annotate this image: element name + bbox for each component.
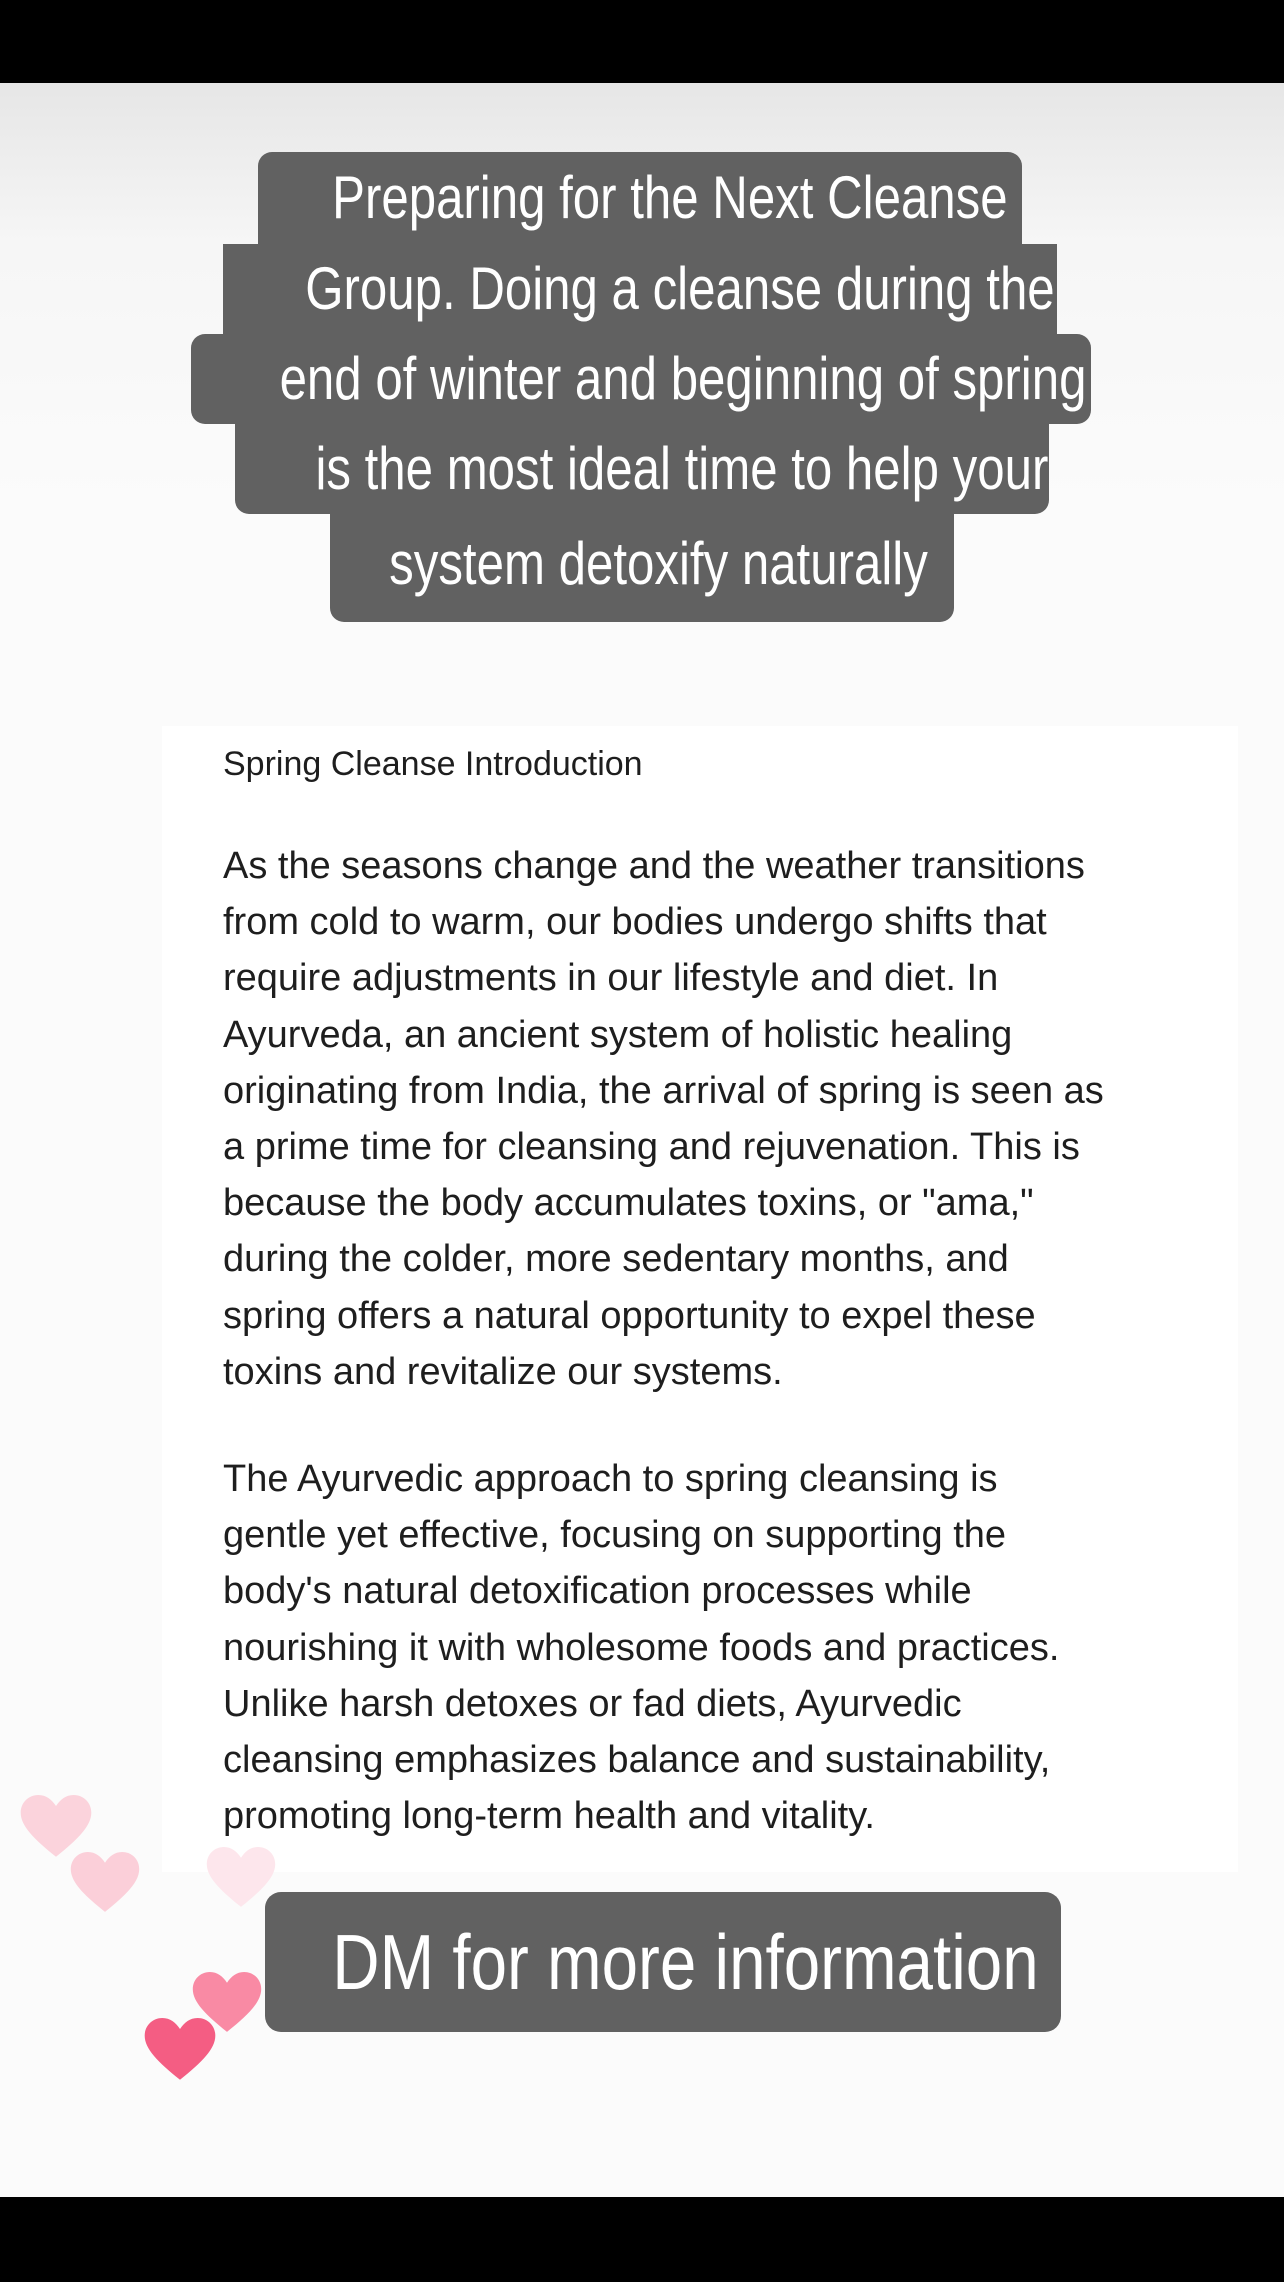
paragraph-line: The Ayurvedic approach to spring cleansing is [223, 1458, 998, 1500]
paragraph-line: a prime time for cleansing and rejuvenation. This is [223, 1125, 1080, 1168]
caption-line: Group. Doing a cleanse during the [223, 244, 1057, 334]
paragraph-line: cleansing emphasizes balance and sustainability, [223, 1738, 1051, 1781]
caption-line: system detoxify naturally [330, 514, 954, 622]
document-title: Spring Cleanse Introduction [223, 745, 643, 783]
document-paragraph-1 [223, 838, 1183, 1400]
paragraph-line: body's natural detoxification processes while [223, 1570, 972, 1613]
caption-line: Preparing for the Next Cleanse [258, 152, 1022, 244]
heart-icon [70, 1852, 140, 1914]
paragraph-line: require adjustments in our lifestyle and diet. In [223, 957, 999, 1000]
paragraph-line: spring offers a natural opportunity to expel these [223, 1294, 1036, 1337]
paragraph-line: because the body accumulates toxins, or "ama," [223, 1182, 1034, 1225]
paragraph-line: Ayurveda, an ancient system of holistic healing [223, 1013, 1013, 1056]
document-paragraph-2 [223, 1451, 1183, 1844]
paragraph-line: during the colder, more sedentary months, and [223, 1238, 1009, 1281]
caption-line: end of winter and beginning of spring [191, 334, 1091, 424]
heart-icon [20, 1795, 92, 1859]
paragraph-line: originating from India, the arrival of spring is seen as [223, 1069, 1104, 1112]
heart-icon [206, 1847, 276, 1909]
dm-info-sticker [265, 1892, 1061, 2032]
paragraph-line: from cold to warm, our bodies undergo shifts that [223, 901, 1047, 944]
paragraph-line: Unlike harsh detoxes or fad diets, Ayurvedic [223, 1682, 962, 1725]
heart-icon [144, 2018, 216, 2082]
paragraph-line: nourishing it with wholesome foods and practices. [223, 1626, 1060, 1669]
paragraph-line: toxins and revitalize our systems. [223, 1350, 783, 1393]
dm-info-label: DM for more information [332, 1918, 1039, 2006]
paragraph-line: As the seasons change and the weather transitions [223, 845, 1085, 887]
top-letterbox [0, 0, 1284, 83]
paragraph-line: promoting long-term health and vitality. [223, 1795, 875, 1838]
bottom-letterbox [0, 2197, 1284, 2282]
paragraph-line: gentle yet effective, focusing on supporting the [223, 1514, 1007, 1557]
caption-line: is the most ideal time to help your [235, 424, 1049, 514]
